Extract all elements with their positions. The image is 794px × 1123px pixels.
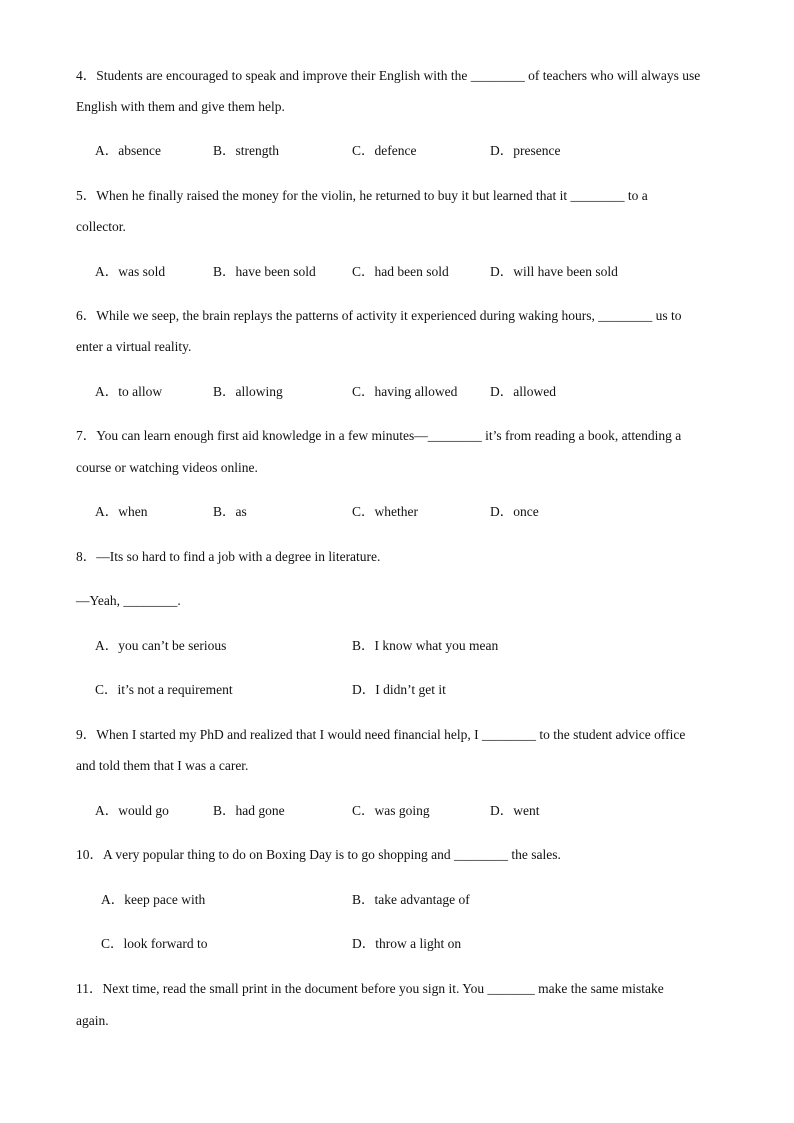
question-7-option-b: B．as — [213, 504, 247, 519]
question-4-stem-line1: 4．Students are encouraged to speak and improve their English with the ________ of teachers who will always use — [76, 68, 701, 83]
question-10-option-d: D．throw a light on — [352, 936, 462, 951]
question-5-stem-line2: collector. — [76, 219, 126, 234]
question-10-option-b: B．take advantage of — [352, 892, 470, 907]
question-5-option-c: C．had been sold — [352, 264, 449, 279]
question-9-stem-line2: and told them that I was a carer. — [76, 758, 249, 773]
question-7-stem-line2: course or watching videos online. — [76, 460, 258, 475]
question-10-option-a: A．keep pace with — [101, 892, 206, 907]
question-9-option-c: C．was going — [352, 803, 430, 818]
question-4-option-b: B．strength — [213, 143, 279, 158]
question-6-option-b: B．allowing — [213, 384, 283, 399]
question-8-option-a: A．you can’t be serious — [95, 638, 227, 653]
question-5-stem-line1: 5．When he finally raised the money for the violin, he returned to buy it but learned that it ________ to a — [76, 188, 648, 203]
question-6-stem-line2: enter a virtual reality. — [76, 339, 192, 354]
question-5-option-d: D．will have been sold — [490, 264, 618, 279]
question-4-option-c: C．defence — [352, 143, 417, 158]
question-7-stem-line1: 7．You can learn enough first aid knowledge in a few minutes—________ it’s from reading a book, attending a — [76, 428, 682, 443]
question-10-stem-line1: 10．A very popular thing to do on Boxing Day is to go shopping and ________ the sales. — [76, 847, 561, 862]
question-10-option-c: C．look forward to — [101, 936, 208, 951]
question-6-option-d: D．allowed — [490, 384, 556, 399]
question-4-option-d: D．presence — [490, 143, 561, 158]
question-9-stem-line1: 9．When I started my PhD and realized that I would need financial help, I ________ to the student advice office — [76, 727, 686, 742]
question-6-option-a: A．to allow — [95, 384, 163, 399]
question-6-option-c: C．having allowed — [352, 384, 458, 399]
question-9-option-d: D．went — [490, 803, 540, 818]
question-7-option-c: C．whether — [352, 504, 418, 519]
question-8-stem-line2: —Yeah, ________. — [76, 593, 181, 608]
question-6-stem-line1: 6．While we seep, the brain replays the patterns of activity it experienced during waking hours, ________ us to — [76, 308, 682, 323]
question-8-option-d: D．I didn’t get it — [352, 682, 446, 697]
question-11-stem-line1: 11．Next time, read the small print in the document before you sign it. You _______ make the same mistake — [76, 981, 664, 996]
question-9-option-a: A．would go — [95, 803, 169, 818]
question-8-option-b: B．I know what you mean — [352, 638, 499, 653]
question-8-stem-line1: 8．—Its so hard to find a job with a degree in literature. — [76, 549, 381, 564]
question-5-option-a: A．was sold — [95, 264, 166, 279]
question-7-option-d: D．once — [490, 504, 539, 519]
question-9-option-b: B．had gone — [213, 803, 285, 818]
question-5-option-b: B．have been sold — [213, 264, 316, 279]
question-4-option-a: A．absence — [95, 143, 161, 158]
question-11-stem-line2: again. — [76, 1013, 109, 1028]
question-7-option-a: A．when — [95, 504, 148, 519]
question-4-stem-line2: English with them and give them help. — [76, 99, 285, 114]
question-8-option-c: C．it’s not a requirement — [95, 682, 233, 697]
